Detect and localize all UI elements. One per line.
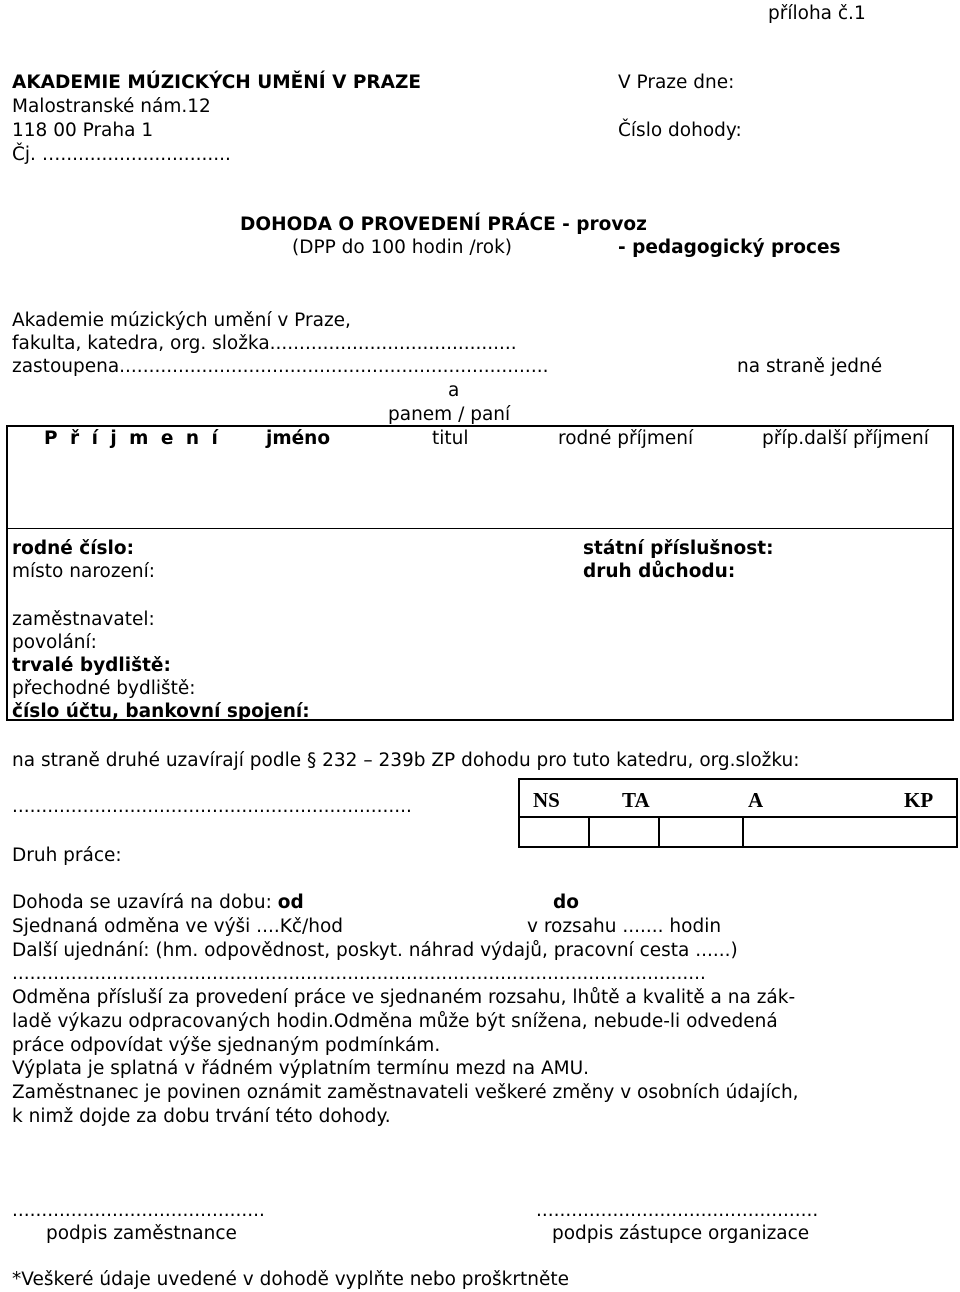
birth-place-label: místo narození:	[12, 561, 156, 582]
code-ta: TA	[622, 788, 650, 812]
signature-right-dots: ................................................	[536, 1200, 819, 1221]
address-street: Malostranské nám.12	[12, 96, 211, 117]
other-terms-line: Další ujednání: (hm. odpovědnost, poskyt. náhrad výdajů, pracovní cesta ......)	[12, 940, 738, 961]
addressee: panem / paní	[388, 404, 511, 425]
footnote: *Veškeré údaje uvedené v dohodě vyplňte nebo proškrtněte	[12, 1269, 569, 1290]
birth-number-label: rodné číslo:	[12, 538, 135, 559]
terms-paragraph-line1: Odměna přísluší za provedení práce ve sjednaném rozsahu, lhůtě a kvalitě a na zák-	[12, 987, 796, 1008]
code-a: A	[748, 788, 764, 812]
work-type-label: Druh práce:	[12, 845, 122, 866]
terms-paragraph-line6: k nimž dojde za dobu trvání této dohody.	[12, 1106, 391, 1127]
org-name: AKADEMIE MÚZICKÝCH UMĚNÍ V PRAZE	[12, 72, 422, 93]
address-city: 118 00 Praha 1	[12, 120, 154, 141]
date-label: V Praze dne:	[618, 72, 735, 93]
code-kp: KP	[904, 788, 934, 812]
party-one-line3: zastoupena.........................................................................	[12, 356, 549, 377]
party-two-text: na straně druhé uzavírají podle § 232 – 239b ZP dohodu pro tuto katedru, org.složku:	[12, 750, 800, 771]
attachment-label: příloha č.1	[768, 3, 866, 24]
document-subtitle-right: - pedagogický proces	[618, 237, 841, 258]
pension-label: druh důchodu:	[583, 561, 736, 582]
permanent-address-label: trvalé bydliště:	[12, 655, 171, 676]
personal-data-divider	[6, 528, 954, 529]
document-subtitle-left: (DPP do 100 hodin /rok)	[292, 237, 513, 258]
code-table	[518, 778, 958, 848]
employer-label: zaměstnavatel:	[12, 609, 155, 630]
conjunction: a	[448, 380, 460, 401]
col-surname: P ř í j m e n í	[44, 428, 221, 449]
reward-line: Sjednaná odměna ve výši ....Kč/hod	[12, 916, 344, 937]
code-table-col-divider-2	[658, 816, 660, 848]
signature-left-dots: ...........................................	[12, 1200, 265, 1221]
terms-paragraph-line4: Výplata je splatná v řádném výplatním termínu mezd na AMU.	[12, 1058, 590, 1079]
code-ns: NS	[533, 788, 560, 812]
party-one-side-label: na straně jedné	[737, 356, 883, 377]
party-two-dots: ....................................................................	[12, 796, 412, 817]
code-table-col-divider-1	[588, 816, 590, 848]
party-one-line1: Akademie múzických umění v Praze,	[12, 310, 351, 331]
bank-label: číslo účtu, bankovní spojení:	[12, 701, 310, 722]
col-title: titul	[432, 428, 469, 449]
to-label: do	[553, 892, 579, 913]
terms-paragraph-line2: ladě výkazu odpracovaných hodin.Odměna může být snížena, nebude-li odvedená	[12, 1011, 778, 1032]
col-birth-surname: rodné příjmení	[558, 428, 694, 449]
document-title: DOHODA O PROVEDENÍ PRÁCE - provoz	[240, 214, 647, 235]
col-first-name: jméno	[266, 428, 331, 449]
code-table-row-divider	[518, 816, 958, 818]
duration-line	[12, 892, 304, 914]
temporary-address-label: přechodné bydliště:	[12, 678, 196, 699]
terms-dots-line: ......................................................................................................................	[12, 963, 706, 984]
signature-employee-label: podpis zaměstnance	[46, 1223, 237, 1244]
citizenship-label: státní příslušnost:	[583, 538, 774, 559]
from-label: od	[277, 892, 304, 913]
terms-paragraph-line5: Zaměstnanec je povinen oznámit zaměstnavateli veškeré změny v osobních údajích,	[12, 1082, 799, 1103]
profession-label: povolání:	[12, 632, 97, 653]
agreement-number-label: Číslo dohody:	[618, 120, 742, 141]
signature-representative-label: podpis zástupce organizace	[552, 1223, 810, 1244]
col-other-surname: příp.další příjmení	[762, 428, 929, 449]
terms-paragraph-line3: práce odpovídat výše sjednaným podmínkám.	[12, 1035, 441, 1056]
reference-number: Čj. ….............................	[12, 144, 231, 165]
scope-line: v rozsahu ....... hodin	[527, 916, 722, 937]
party-one-line2: fakulta, katedra, org. složka..........................................	[12, 333, 517, 354]
code-table-col-divider-3	[742, 816, 744, 848]
duration-prefix: Dohoda se uzavírá na dobu:	[12, 892, 272, 913]
